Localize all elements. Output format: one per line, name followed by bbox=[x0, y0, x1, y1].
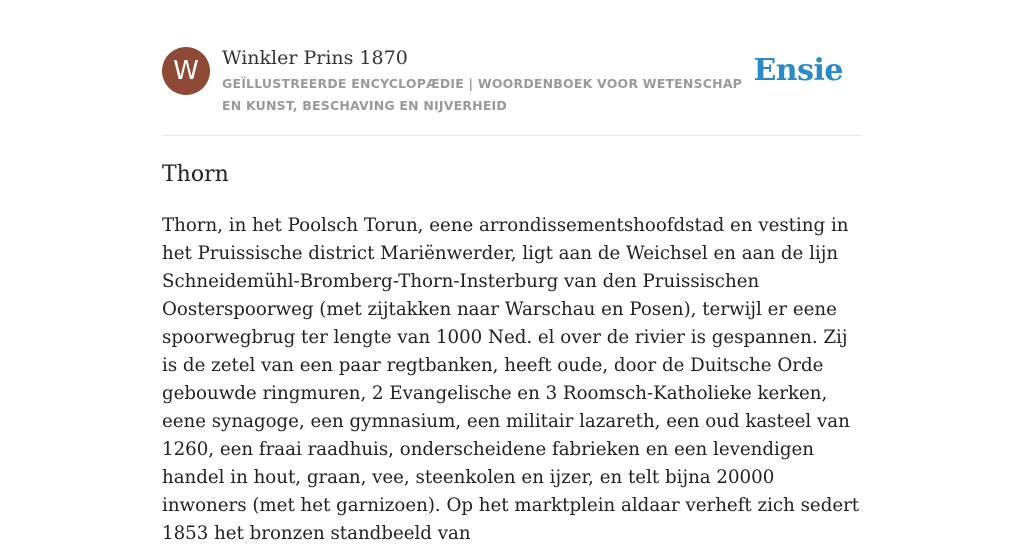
source-header bbox=[162, 46, 862, 116]
source-title[interactable]: Winkler Prins 1870 bbox=[222, 47, 408, 69]
source-subtitle: GEÏLLUSTREERDE ENCYCLOPÆDIE | WOORDENBOEK VOOR WETENSCHAP EN KUNST, BESCHAVING EN NIJVERHEID bbox=[222, 76, 743, 113]
source-avatar[interactable]: W bbox=[162, 47, 210, 95]
ensie-logo[interactable]: Ensie bbox=[753, 53, 843, 88]
entry-title: Thorn bbox=[162, 162, 229, 187]
header-divider bbox=[162, 135, 862, 136]
entry-body: Thorn, in het Poolsch Torun, eene arrondissementshoofdstad en vesting in het Pruissische district Mariënwerder, ligt aan de Weichsel en aan de lijn Schneidemühl-Bromberg-Thorn-Insterburg van den Pruissischen Oosterspoorweg (met zijtakken naar Warschau en Posen), terwijl er eene spoorwegbrug ter lengte van 1000 Ned. el over de rivier is gespannen. Zij is de zetel van een paar regtbanken, heeft oude, door de Duitsche Orde gebouwde ringmuren, 2 Evangelische en 3 Roomsch-Katholieke kerken, eene synagoge, een gymnasium, een militair lazareth, een oud kasteel van 1260, een fraai raadhuis, onderscheidene fabrieken en een levendigen handel in hout, graan, vee, steenkolen en ijzer, en telt bijna 20000 inwoners (met het garnizoen). Op het marktplein aldaar verheft zich sedert 1853 het bronzen standbeeld van bbox=[162, 215, 860, 544]
